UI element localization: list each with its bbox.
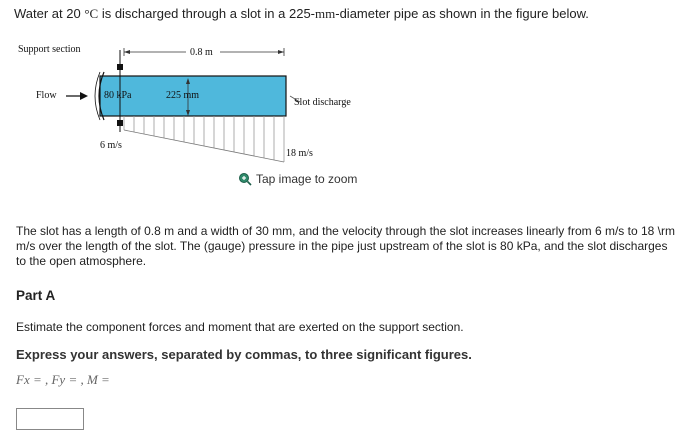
zoom-label: Tap image to zoom bbox=[256, 172, 358, 186]
support-section-label: Support section bbox=[18, 44, 81, 55]
formula-m: , M = bbox=[80, 372, 110, 387]
tap-to-zoom[interactable] bbox=[238, 172, 357, 186]
express-answers-text: Express your answers, separated by commas, to three significant figures. bbox=[16, 347, 472, 362]
formula-fy: , Fy = bbox=[44, 372, 78, 387]
velocity-in-label: 6 m/s bbox=[100, 140, 122, 151]
flow-label: Flow bbox=[36, 90, 57, 101]
prompt-unit-mm: mm bbox=[315, 6, 336, 21]
prompt-unit-degc: °C bbox=[84, 6, 99, 21]
prompt-text-2: is discharged through a slot in a 225- bbox=[98, 6, 316, 21]
support-block-bottom bbox=[117, 120, 123, 126]
problem-statement bbox=[14, 6, 589, 22]
pipe-figure[interactable] bbox=[14, 40, 370, 168]
diameter-label: 225 mm bbox=[166, 90, 200, 101]
answer-formula bbox=[16, 372, 110, 388]
answer-input[interactable] bbox=[16, 408, 84, 430]
part-title: Part A bbox=[16, 288, 56, 303]
instruction-text: Estimate the component forces and moment that are exerted on the support section. bbox=[16, 320, 464, 334]
support-block-top bbox=[117, 64, 123, 70]
slot-discharge-label: Slot discharge bbox=[294, 97, 351, 108]
prompt-text-3: -diameter pipe as shown in the figure below. bbox=[335, 6, 589, 21]
formula-fx: Fx = bbox=[16, 372, 42, 387]
problem-description: The slot has a length of 0.8 m and a width of 30 mm, and the velocity through the slot increases linearly from 6 m/s to 18 \rm m/s over the length of the slot. The (gauge) pressure in the pipe just upstream of the slot is 80 kPa, and the slot discharges to the open atmosphere. bbox=[16, 224, 675, 268]
prompt-text-1: Water at 20 bbox=[14, 6, 85, 21]
velocity-out-label: 18 m/s bbox=[286, 148, 313, 159]
zoom-icon bbox=[238, 172, 252, 186]
length-label: 0.8 m bbox=[190, 47, 213, 58]
pressure-label: 80 kPa bbox=[104, 90, 132, 101]
